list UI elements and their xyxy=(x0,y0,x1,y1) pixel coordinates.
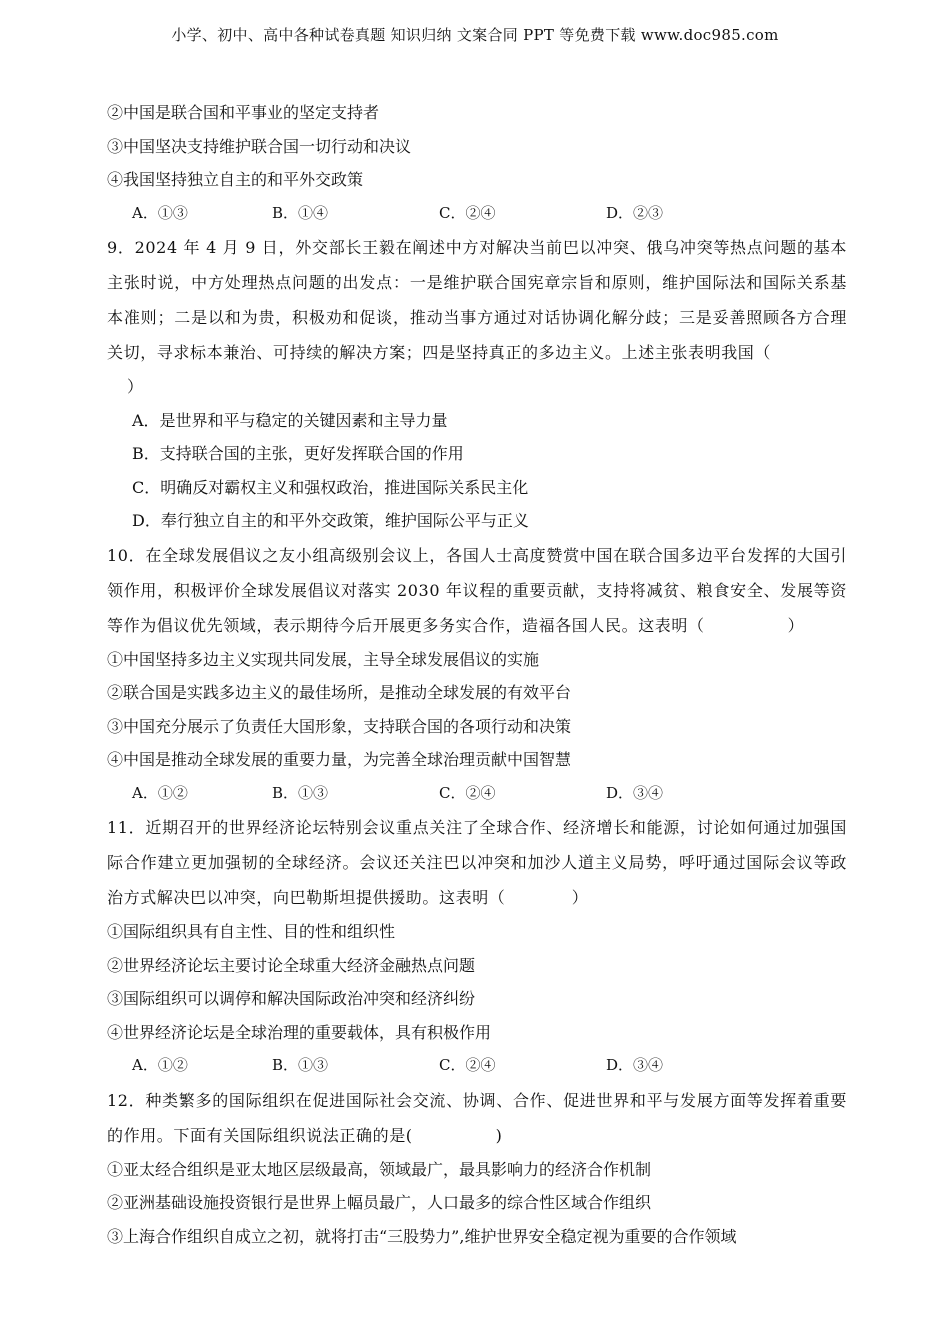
answer-options xyxy=(107,197,847,231)
option-c: C．②④ xyxy=(439,783,496,802)
answer-options xyxy=(107,1049,847,1083)
statement-item: ①国际组织具有自主性、目的性和组织性 xyxy=(107,922,396,941)
option-c: C．②④ xyxy=(439,1056,496,1074)
choice-b: B．支持联合国的主张，更好发挥联合国的作用 xyxy=(132,444,464,463)
exam-content xyxy=(107,96,847,1253)
option-a: A．①② xyxy=(132,1056,188,1074)
question-11 xyxy=(107,810,847,1083)
option-d: D．③④ xyxy=(606,1056,664,1074)
option-d: D．②③ xyxy=(606,203,664,222)
option-a: A．①② xyxy=(132,783,188,802)
answer-options xyxy=(107,777,847,811)
option-b: B．①④ xyxy=(272,203,329,222)
statement-item: ②亚洲基础设施投资银行是世界上幅员最广，人口最多的综合性区域合作组织 xyxy=(107,1193,652,1212)
page-header: 小学、初中、高中各种试卷真题 知识归纳 文案合同 PPT 等免费下载 www.doc985.com xyxy=(171,26,779,44)
question-12 xyxy=(107,1083,847,1254)
question-stem: 11．近期召开的世界经济论坛特别会议重点关注了全球合作、经济增长和能源，讨论如何通过加强国际合作建立更加强韧的全球经济。会议还关注巴以冲突和加沙人道主义局势，呼吁通过国际会议等政治方式解决巴以冲突，向巴勒斯坦提供援助。这表明（ ） xyxy=(107,818,847,907)
statement-item: ④我国坚持独立自主的和平外交政策 xyxy=(107,170,364,189)
statement-item: ③中国坚决支持维护联合国一切行动和决议 xyxy=(107,136,412,156)
option-d: D．③④ xyxy=(606,783,664,802)
statement-item: ③中国充分展示了负责任大国形象，支持联合国的各项行动和决策 xyxy=(107,716,572,736)
choice-c: C．明确反对霸权主义和强权政治，推进国际关系民主化 xyxy=(132,477,529,497)
question-10 xyxy=(107,538,847,811)
choice-d: D．奉行独立自主的和平外交政策，维护国际公平与正义 xyxy=(132,511,529,530)
option-c: C．②④ xyxy=(439,203,496,222)
question-9 xyxy=(107,230,847,538)
statement-item: ③国际组织可以调停和解决国际政治冲突和经济纠纷 xyxy=(107,989,476,1008)
question-8 xyxy=(107,96,847,230)
answer-paren: ） xyxy=(127,377,144,396)
question-stem: 10．在全球发展倡议之友小组高级别会议上，各国人士高度赞赏中国在联合国多边平台发挥的大国引领作用，积极评价全球发展倡议对落实 2030 年议程的重要贡献，支持将减贫、粮食安全、发展等资等作为倡议优先领域，表示期待今后开展更多务实合作，造福各国人民。这表明（ ） xyxy=(107,545,847,635)
option-b: B．①③ xyxy=(272,783,329,802)
statement-item: ②世界经济论坛主要讨论全球重大经济金融热点问题 xyxy=(107,955,476,975)
choice-a: A．是世界和平与稳定的关键因素和主导力量 xyxy=(132,410,448,430)
statement-item: ①亚太经合组织是亚太地区层级最高，领域最广，最具影响力的经济合作机制 xyxy=(107,1159,652,1179)
statement-item: ①中国坚持多边主义实现共同发展，主导全球发展倡议的实施 xyxy=(107,649,540,669)
statement-item: ③上海合作组织自成立之初，就将打击“三股势力”,维护世界安全稳定视为重要的合作领域 xyxy=(107,1226,737,1246)
statement-item: ④中国是推动全球发展的重要力量，为完善全球治理贡献中国智慧 xyxy=(107,750,572,769)
option-b: B．①③ xyxy=(272,1056,329,1074)
statement-item: ④世界经济论坛是全球治理的重要载体，具有积极作用 xyxy=(107,1022,492,1042)
question-stem: 9．2024 年 4 月 9 日，外交部长王毅在阐述中方对解决当前巴以冲突、俄乌冲突等热点问题的基本主张时说，中方处理热点问题的出发点：一是维护联合国宪章宗旨和原则，维护国际法和国际关系基本准则；二是以和为贵，积极劝和促谈，推动当事方通过对话协调化解分歧；三是妥善照顾各方合理关切，寻求标本兼治、可持续的解决方案；四是坚持真正的多边主义。上述主张表明我国（ xyxy=(107,238,847,362)
question-stem: 12．种类繁多的国际组织在促进国际社会交流、协调、合作、促进世界和平与发展方面等发挥着重要的作用。下面有关国际组织说法正确的是( ) xyxy=(107,1090,847,1145)
statement-item: ②联合国是实践多边主义的最佳场所，是推动全球发展的有效平台 xyxy=(107,683,572,702)
statement-item: ②中国是联合国和平事业的坚定支持者 xyxy=(107,103,380,122)
option-a: A．①③ xyxy=(132,203,188,222)
